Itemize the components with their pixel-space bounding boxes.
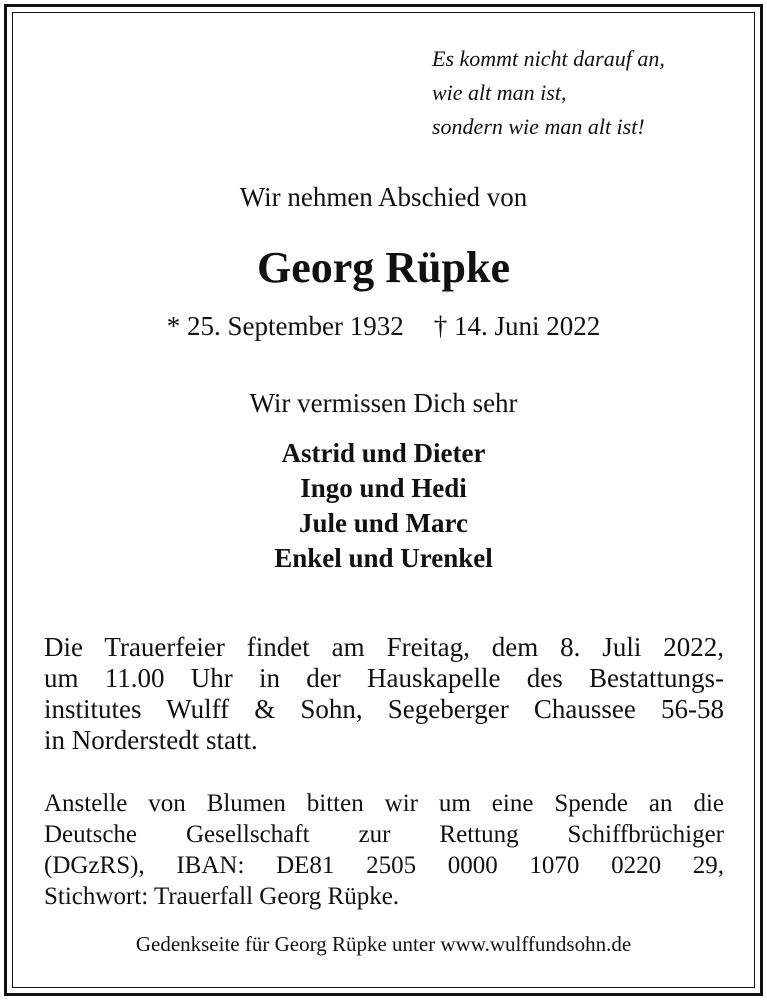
family-member: Astrid und Dieter bbox=[281, 438, 486, 468]
miss-text: Wir vermissen Dich sehr bbox=[249, 388, 518, 418]
life-dates bbox=[0, 308, 767, 344]
donation-line-4: Stichwort: Trauerfall Georg Rüpke. bbox=[44, 883, 400, 910]
motto-quote bbox=[432, 42, 732, 144]
birth-date: * 25. September 1932 bbox=[166, 311, 404, 341]
family-list bbox=[0, 436, 767, 576]
death-date: † 14. Juni 2022 bbox=[433, 311, 601, 341]
ceremony-line-1: Die Trauerfeier findet am Freitag, dem 8. Juli 2022, bbox=[44, 632, 724, 662]
motto-line-3: sondern wie man alt ist! bbox=[432, 114, 645, 139]
intro-text: Wir nehmen Abschied von bbox=[239, 182, 528, 212]
ceremony-line-2: um 11.00 Uhr in der Hauskapelle des Bestattungs- bbox=[44, 663, 724, 693]
donation-line-3: (DGzRS), IBAN: DE81 2505 0000 1070 0220 29, bbox=[44, 852, 724, 879]
family-member: Enkel und Urenkel bbox=[274, 543, 493, 573]
family-member: Ingo und Hedi bbox=[300, 473, 467, 503]
motto-line-2: wie alt man ist, bbox=[432, 80, 567, 105]
donation-line-2: Deutsche Gesellschaft zur Rettung Schiffbrüchiger bbox=[44, 821, 724, 848]
motto-line-1: Es kommt nicht darauf an, bbox=[432, 46, 665, 71]
memorial-page-note: Gedenkseite für Georg Rüpke unter www.wulffundsohn.de bbox=[135, 932, 632, 956]
ceremony-notice bbox=[44, 632, 724, 756]
deceased-name: Georg Rüpke bbox=[257, 243, 510, 292]
ceremony-line-3: institutes Wulff & Sohn, Segeberger Chaussee 56-58 bbox=[44, 694, 724, 724]
donation-notice bbox=[44, 788, 724, 912]
family-member: Jule und Marc bbox=[298, 508, 468, 538]
ceremony-line-4: in Norderstedt statt. bbox=[44, 725, 258, 755]
donation-line-1: Anstelle von Blumen bitten wir um eine Spende an die bbox=[44, 790, 724, 817]
